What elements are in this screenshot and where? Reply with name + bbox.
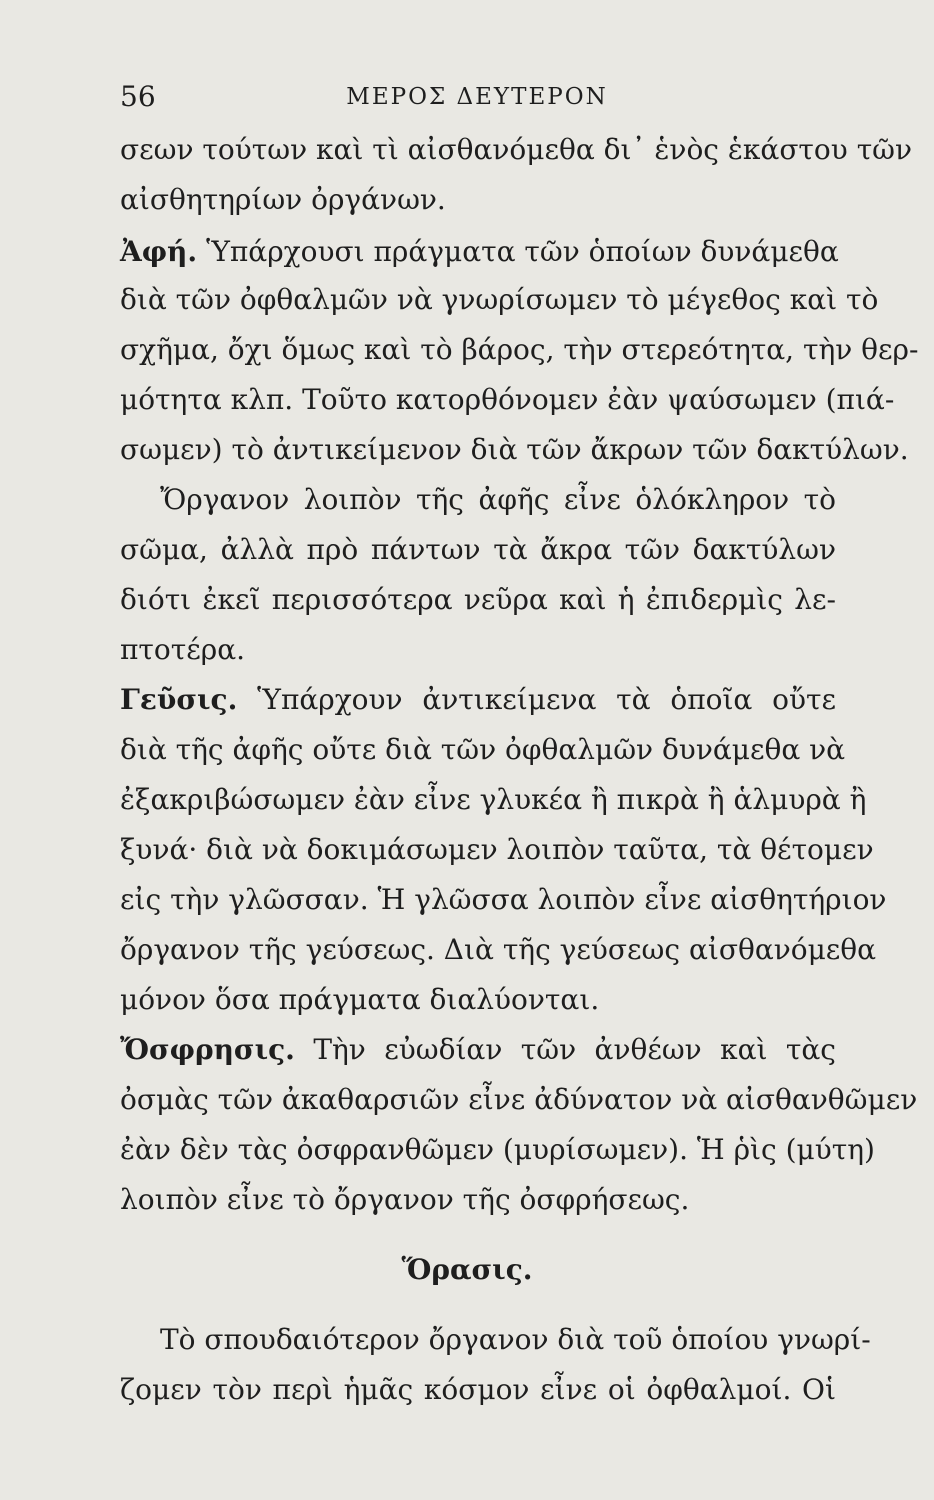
text-line (120, 1030, 836, 1070)
text-line: ἐξακριβώσωμεν ἐὰν εἶνε γλυκέα ἢ πικρὰ ἢ ἁλμυρὰ ἢ (120, 783, 867, 816)
text-line: ἐὰν δὲν τὰς ὀσφρανθῶμεν (μυρίσωμεν). Ἡ ῥὶς (μύτη) (120, 1133, 875, 1166)
text-line: σωμεν) τὸ ἀντικείμενον διὰ τῶν ἄκρων τῶν δακτύλων. (120, 433, 909, 466)
text-line: ξυνά· διὰ νὰ δοκιμάσωμεν λοιπὸν ταῦτα, τὰ θέτομεν (120, 833, 874, 866)
text-line: σχῆμα, ὄχι ὅμως καὶ τὸ βάρος, τὴν στερεότητα, τὴν θερ- (120, 333, 919, 366)
text-line: διὰ τῆς ἀφῆς οὔτε διὰ τῶν ὀφθαλμῶν δυνάμεθα νὰ (120, 733, 846, 766)
text-line: σῶμα, ἀλλὰ πρὸ πάντων τὰ ἄκρα τῶν δακτύλων (120, 533, 836, 566)
text-line: εἰς τὴν γλῶσσαν. Ἡ γλῶσσα λοιπὸν εἶνε αἰσθητήριον (120, 883, 887, 916)
text-line: διότι ἐκεῖ περισσότερα νεῦρα καὶ ἡ ἐπιδερμὶς λε- (120, 583, 836, 616)
text-line-content: Ὑπάρχουν ἀντικείμενα τὰ ὁποῖα οὔτε (257, 683, 836, 716)
text-line: Τὸ σπουδαιότερον ὄργανον διὰ τοῦ ὁποίου γνωρί- (160, 1323, 871, 1356)
text-line: πτοτέρα. (120, 633, 246, 666)
text-line-content: Τὴν εὐωδίαν τῶν ἀνθέων καὶ τὰς (313, 1033, 836, 1066)
text-line: σεων τούτων καὶ τὶ αἰσθανόμεθα δι᾽ ἑνὸς ἑκάστου τῶν (120, 133, 913, 166)
text-line: λοιπὸν εἶνε τὸ ὄργανον τῆς ὀσφρήσεως. (120, 1183, 690, 1216)
section-heading-taste: Γεῦσις. (120, 683, 238, 716)
section-heading-sight: Ὅρασις. (401, 1253, 533, 1286)
text-line: αἰσθητηρίων ὀργάνων. (120, 183, 446, 216)
text-line: Ὄργανον λοιπὸν τῆς ἀφῆς εἶνε ὁλόκληρον τὸ (160, 483, 836, 516)
text-line: μόνον ὅσα πράγματα διαλύονται. (120, 983, 600, 1016)
text-line-content: Ὑπάρχουσι πράγματα τῶν ὁποίων δυνάμεθα (206, 235, 839, 268)
text-line: ὀσμὰς τῶν ἀκαθαρσιῶν εἶνε ἀδύνατον νὰ αἰσθανθῶμεν (120, 1083, 918, 1116)
page-number: 56 (120, 80, 156, 113)
section-heading-smell: Ὄσφρησις. (120, 1033, 295, 1066)
running-title: ΜΕΡΟΣ ΔΕΥΤΕΡΟΝ (346, 84, 608, 110)
text-line: διὰ τῶν ὀφθαλμῶν νὰ γνωρίσωμεν τὸ μέγεθος καὶ τὸ (120, 283, 879, 316)
text-line: ὄργανον τῆς γεύσεως. Διὰ τῆς γεύσεως αἰσθανόμεθα (120, 933, 877, 966)
running-head (0, 80, 934, 120)
text-line (120, 680, 836, 720)
text-line: μότητα κλπ. Τοῦτο κατορθόνομεν ἐὰν ψαύσωμεν (πιά- (120, 383, 895, 416)
text-line (120, 232, 839, 272)
section-heading-touch: Ἀφή. (120, 235, 198, 268)
text-line: ζομεν τὸν περὶ ἡμᾶς κόσμον εἶνε οἱ ὀφθαλμοί. Οἱ (120, 1373, 836, 1406)
